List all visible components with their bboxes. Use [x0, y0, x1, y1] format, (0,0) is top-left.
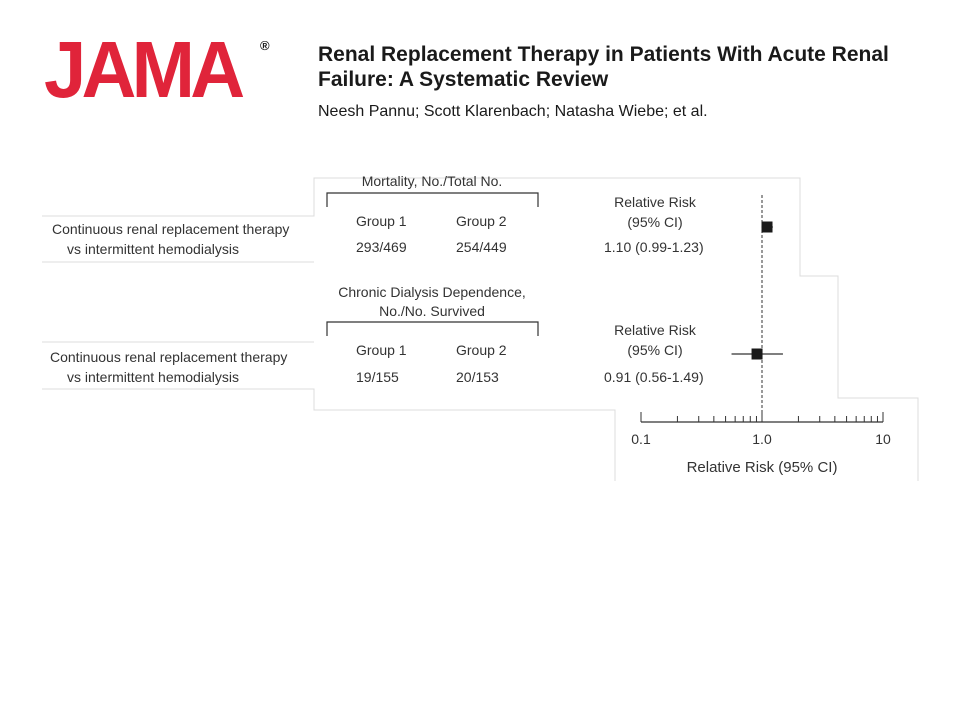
group2-label-1: Group 2: [456, 213, 507, 229]
group2-value-2: 20/153: [456, 369, 499, 385]
group2-value-1: 254/449: [456, 239, 507, 255]
plot-marks: [732, 195, 783, 422]
rr-header-2b: (95% CI): [627, 342, 683, 358]
mortality-bracket: [327, 193, 538, 207]
rr-header-1b: (95% CI): [627, 214, 683, 230]
point-estimate: [762, 222, 773, 233]
point-estimate: [752, 349, 763, 360]
x-axis-label: Relative Risk (95% CI): [686, 459, 838, 476]
logo-text: JAMA: [44, 25, 241, 114]
x-axis: [631, 412, 891, 447]
dialysis-bracket: [327, 322, 538, 336]
dialysis-header-line2: No./No. Survived: [379, 303, 485, 319]
comparison-label-1a: Continuous renal replacement therapy: [52, 221, 290, 237]
comparison-label-2b: vs intermittent hemodialysis: [67, 369, 239, 385]
x-tick-label: 10: [875, 431, 891, 447]
comparison-label-2a: Continuous renal replacement therapy: [50, 349, 288, 365]
mortality-header: Mortality, No./Total No.: [361, 173, 503, 189]
x-tick-label: 1.0: [752, 431, 772, 447]
comparison-label-1b: vs intermittent hemodialysis: [67, 241, 239, 257]
group2-label-2: Group 2: [456, 342, 507, 358]
article-authors: Neesh Pannu; Scott Klarenbach; Natasha Wiebe; et al.: [318, 103, 708, 120]
dialysis-header-line1: Chronic Dialysis Dependence,: [338, 284, 526, 300]
rr-value-2: 0.91 (0.56-1.49): [604, 369, 704, 385]
group1-value-1: 293/469: [356, 239, 407, 255]
registered-mark: ®: [260, 38, 270, 53]
group1-label-1: Group 1: [356, 213, 407, 229]
group1-value-2: 19/155: [356, 369, 399, 385]
x-tick-label: 0.1: [631, 431, 651, 447]
rr-header-1a: Relative Risk: [614, 194, 696, 210]
rr-header-2a: Relative Risk: [614, 322, 696, 338]
article-title: Renal Replacement Therapy in Patients With Acute Renal Failure: A Systematic Review: [318, 43, 889, 91]
group1-label-2: Group 1: [356, 342, 407, 358]
rr-value-1: 1.10 (0.99-1.23): [604, 239, 704, 255]
